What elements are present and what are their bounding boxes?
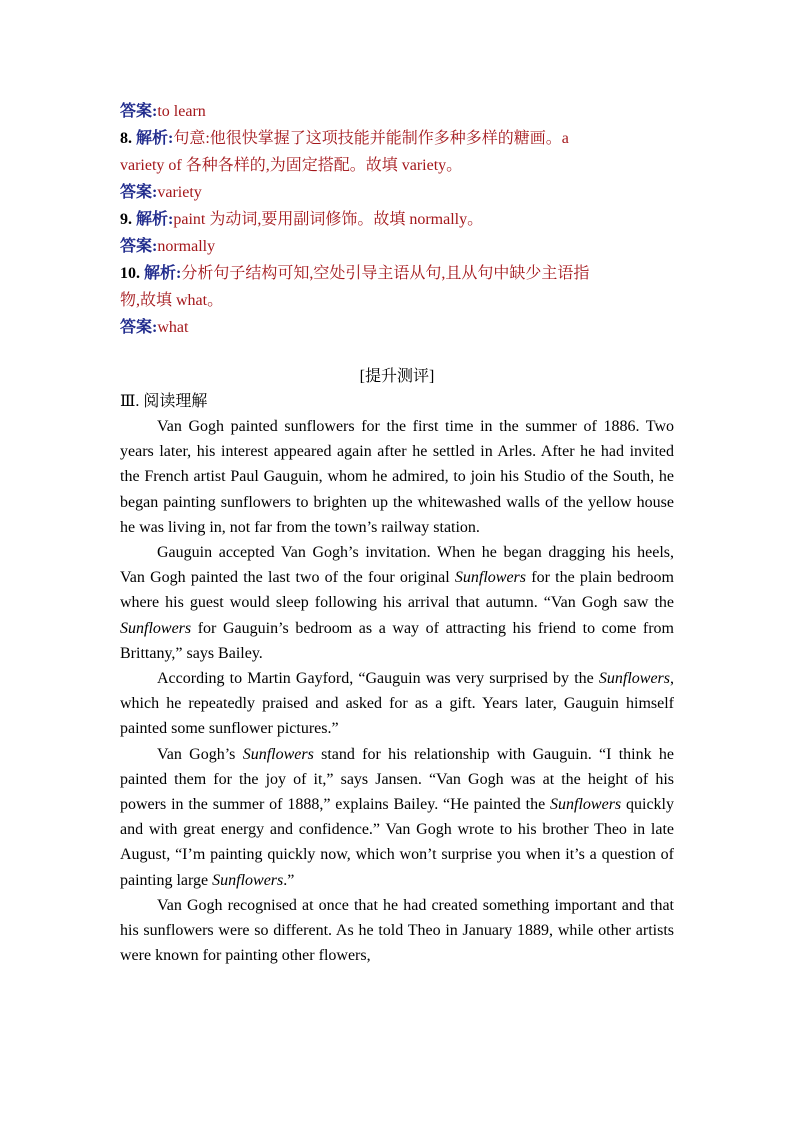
page-content [120,98,674,968]
paragraph-4: Van Gogh’s Sunflowers stand for his relationship with Gauguin. “I think he painted them for the joy of it,” says Jansen. “Van Gogh was at the height of his powers in the summer of 1888,” explains Bailey. “He painted the Sunflowers quickly and with great energy and confidence.” Van Gogh wrote to his brother Theo in late August, “I’m painting quickly now, which won’t surprise you when it’s a question of painting large Sunflowers.” [120,745,675,889]
paragraph-5: Van Gogh recognised at once that he had created something important and that his sunflowers were so different. As he told Theo in January 1889, while other artists were known for painting other flowers, [120,896,674,965]
analysis-8-line-1: 8. 解析:句意:他很快掌握了这项技能并能制作多种多样的糖画。a [120,130,569,147]
answer-10: 答案:what [120,319,189,336]
section-title: [提升测评] [359,368,435,385]
answer-9: 答案:normally [120,238,216,255]
part-heading: Ⅲ. 阅读理解 [120,393,208,410]
analysis-10-line-2: 物,故填 what。 [120,292,224,309]
answer-8: 答案:variety [120,184,202,201]
answer-7: 答案:to learn [120,103,206,120]
analysis-10-line-1: 10. 解析:分析句子结构可知,空处引导主语从句,且从句中缺少主语指 [120,265,590,282]
analysis-8-line-2: variety of 各种各样的,为固定搭配。故填 variety。 [120,157,463,174]
paragraph-1: Van Gogh painted sunflowers for the first time in the summer of 1886. Two years later, his interest appeared again after he settled in Arles. After he had invited the French artist Paul Gauguin, whom he admired, to join his Studio of the South, he began painting sunflowers to brighten up the whitewashed walls of the yellow house he was living in, not far from the town’s railway station. [120,418,674,536]
paragraph-2: Gauguin accepted Van Gogh’s invitation. When he began dragging his heels, Van Gogh painted the last two of the four original Sunflowers for the plain bedroom where his guest would sleep following his arrival that autumn. “Van Gogh saw the Sunflowers for Gauguin’s bedroom as a way of attracting his friend to come from Brittany,” says Bailey. [120,544,675,662]
analysis-9: 9. 解析:paint 为动词,要用副词修饰。故填 normally。 [120,211,484,228]
paragraph-3: According to Martin Gayford, “Gauguin was very surprised by the Sunflowers, which he repeatedly praised and asked for as a gift. Years later, Gauguin himself painted some sunflower pictures.” [120,670,674,738]
reading-passage [120,414,674,968]
